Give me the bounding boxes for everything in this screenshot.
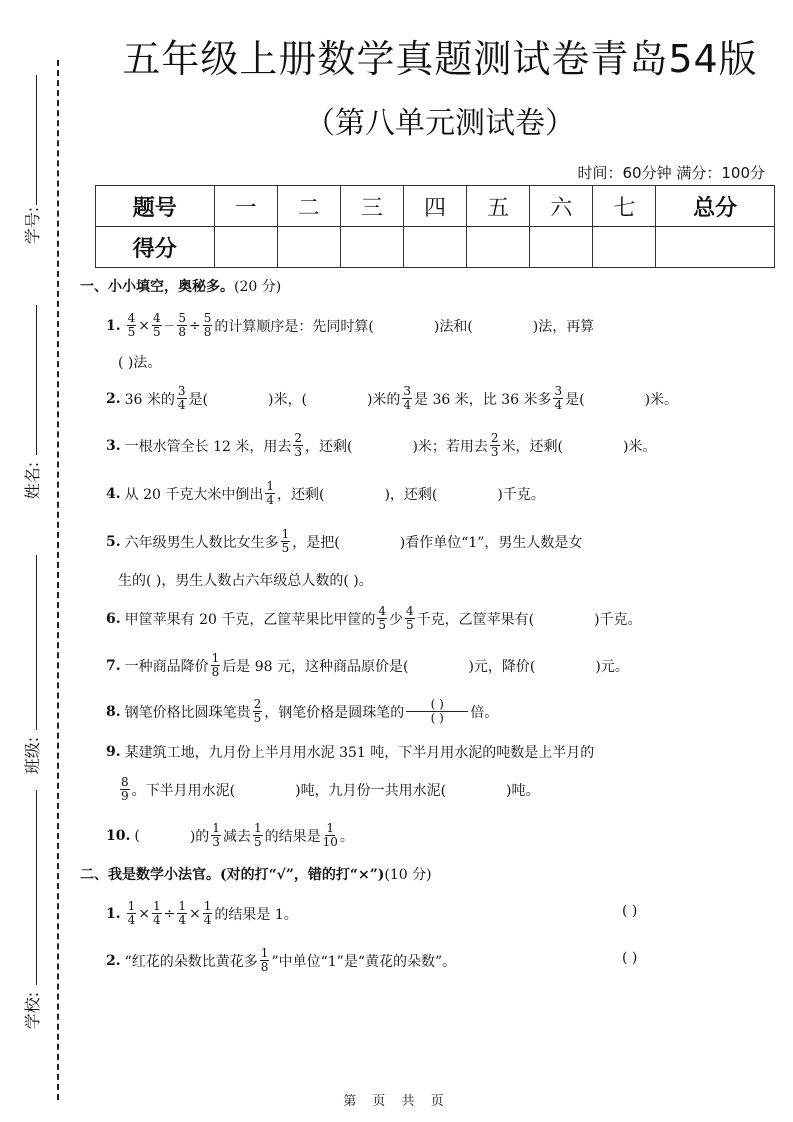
- fraction: $\frac{2}{5}$: [253, 697, 262, 725]
- fraction: $\frac{1}{4}$: [266, 479, 274, 507]
- score-cell[interactable]: [530, 227, 593, 268]
- judgement-answer-box[interactable]: ( ): [622, 950, 638, 966]
- cut-line: [57, 60, 59, 1100]
- fraction: $\frac{4}{5}$: [378, 604, 386, 632]
- question-1-2: 2. 36 米的 $\frac{3}{4}$ 是( )米，( )米的 $\frac{3}{4}$ 是 36 米，比 36 米多 $\frac{3}{4}$ 是( )米。: [106, 384, 679, 412]
- page-title: 五年级上册数学真题测试卷青岛54版: [122, 37, 758, 81]
- class-label: 班级:: [23, 736, 43, 774]
- fraction: $\frac{1}{8}$: [260, 946, 269, 974]
- minus-sign: −: [163, 317, 176, 334]
- page-subtitle: （第八单元测试卷）: [305, 106, 575, 141]
- divide-sign: ÷: [189, 317, 201, 334]
- fraction-blank[interactable]: $\frac{( )}{( )}$: [406, 698, 468, 725]
- student-id-label: 学号:: [23, 206, 43, 244]
- question-1-4: 4. 从 20 千克大米中倒出 $\frac{1}{4}$ ，还剩( )，还剩( )千克。: [106, 479, 545, 507]
- question-number: 4.: [106, 485, 121, 502]
- school-label: 学校:: [23, 991, 43, 1029]
- name-line[interactable]: [36, 305, 37, 455]
- question-1-8: 8. 钢笔价格比圆珠笔贵 $\frac{2}{5}$ ，钢笔价格是圆珠笔的 $\frac{( )}{( )}$ 倍。: [106, 697, 499, 725]
- score-cell[interactable]: [656, 227, 775, 268]
- score-header-cell: 六: [530, 186, 593, 227]
- question-text: )法和(: [433, 318, 473, 335]
- student-id-line[interactable]: [36, 75, 37, 205]
- section-2-heading: [80, 864, 432, 884]
- score-cell[interactable]: [467, 227, 530, 268]
- class-line[interactable]: [36, 555, 37, 730]
- fraction: $\frac{3}{4}$: [403, 384, 412, 412]
- fraction: $\frac{5}{8}$: [203, 311, 212, 339]
- score-header-cell: 四: [403, 186, 466, 227]
- question-text: )法，再算: [532, 318, 595, 335]
- score-header-cell: 一: [214, 186, 277, 227]
- score-cell[interactable]: [277, 227, 340, 268]
- question-number: 8.: [106, 703, 121, 720]
- fraction: $\frac{1}{5}$: [253, 821, 262, 849]
- fraction: $\frac{4}{5}$: [153, 311, 161, 339]
- score-header-cell: 题号: [96, 186, 215, 227]
- section-title: 二、我是数学小法官。(对的打“√”，错的打“×”): [80, 867, 385, 883]
- fraction: $\frac{1}{5}$: [281, 527, 290, 555]
- question-number: 5.: [106, 533, 121, 550]
- question-number: 9.: [106, 744, 121, 760]
- score-table-score-row: [96, 227, 775, 268]
- score-row-label: 得分: [96, 227, 215, 268]
- question-number: 3.: [106, 437, 121, 454]
- question-1-6: 6. 甲筐苹果有 20 千克，乙筐苹果比甲筐的 $\frac{4}{5}$ 少 $\frac{4}{5}$ 千克，乙筐苹果有( )千克。: [106, 604, 642, 632]
- fraction: $\frac{3}{4}$: [177, 384, 186, 412]
- fraction: $\frac{1}{4}$: [127, 899, 136, 927]
- question-number: 10.: [106, 827, 131, 844]
- section-points: (10 分): [384, 867, 432, 883]
- question-number: 7.: [106, 657, 121, 674]
- question-number: 2.: [106, 952, 121, 969]
- fraction: $\frac{1}{3}$: [212, 821, 220, 849]
- fraction: $\frac{1}{10}$: [322, 821, 338, 849]
- score-table: [95, 185, 775, 268]
- binding-margin: [0, 0, 70, 1122]
- score-cell[interactable]: [403, 227, 466, 268]
- question-1-5-line2[interactable]: 生的( )，男生人数占六年级总人数的( )。: [118, 573, 373, 589]
- times-sign: ×: [138, 317, 150, 334]
- score-header-cell: 三: [340, 186, 403, 227]
- fraction: $\frac{4}{5}$: [405, 604, 414, 632]
- score-header-cell: 七: [593, 186, 656, 227]
- score-header-cell: 二: [277, 186, 340, 227]
- fraction: $\frac{2}{3}$: [490, 431, 499, 459]
- score-cell[interactable]: [593, 227, 656, 268]
- exam-meta: 时间：60分钟 满分：100分: [577, 164, 765, 182]
- question-1-3: 3. 一根水管全长 12 米，用去 $\frac{2}{3}$ ，还剩( )米；若用去 $\frac{2}{3}$ 米，还剩( )米。: [106, 431, 657, 459]
- question-1-9-line2: $\frac{8}{9}$ 。下半月用水泥( )吨，九月份一共用水泥( )吨。: [121, 775, 540, 803]
- question-1-7: 7. 一种商品降价 $\frac{1}{8}$ 后是 98 元，这种商品原价是( )元，降价( )元。: [106, 651, 629, 679]
- page-footer: 第 页 共 页: [343, 1094, 450, 1109]
- fraction: $\frac{1}{4}$: [203, 899, 212, 927]
- score-header-cell: 五: [467, 186, 530, 227]
- question-number: 6.: [106, 610, 121, 627]
- judgement-answer-box[interactable]: ( ): [622, 903, 638, 919]
- score-cell[interactable]: [340, 227, 403, 268]
- question-2-2: 2. “红花的朵数比黄花多 $\frac{1}{8}$ ”中单位“1”是“黄花的朵数”。: [106, 946, 457, 974]
- fraction: $\frac{1}{4}$: [178, 899, 187, 927]
- score-cell[interactable]: [214, 227, 277, 268]
- fraction: $\frac{5}{8}$: [178, 311, 187, 339]
- question-2-1: 1. $\frac{1}{4}$ × $\frac{1}{4}$ ÷ $\frac{1}{4}$ × $\frac{1}{4}$ 的结果是 1。: [106, 899, 298, 927]
- school-line[interactable]: [36, 790, 37, 985]
- question-number: 1.: [106, 905, 121, 922]
- section-points: (20 分): [234, 279, 282, 295]
- question-1-10: 10. ( )的 $\frac{1}{3}$ 减去 $\frac{1}{5}$ 的结果是 $\frac{1}{10}$ 。: [106, 821, 354, 849]
- name-label: 姓名:: [23, 461, 43, 499]
- question-number: 2.: [106, 390, 121, 407]
- score-table-header-row: [96, 186, 775, 227]
- question-number: 1.: [106, 317, 121, 334]
- score-header-cell: 总分: [656, 186, 775, 227]
- fraction: $\frac{8}{9}$: [121, 775, 129, 803]
- section-title: 一、小小填空，奥秘多。: [80, 279, 234, 295]
- question-1-1-line2[interactable]: ( )法。: [118, 355, 162, 371]
- question-text: 的计算顺序是：先同时算(: [214, 318, 374, 335]
- fraction: $\frac{3}{4}$: [554, 384, 563, 412]
- question-1-5: 5. 六年级男生人数比女生多 $\frac{1}{5}$ ，是把( )看作单位“1”，男生人数是女: [106, 527, 583, 555]
- question-1-1: [106, 312, 594, 339]
- fraction: $\frac{2}{3}$: [294, 431, 302, 459]
- fraction: $\frac{1}{8}$: [211, 651, 220, 679]
- question-1-9: 9. 某建筑工地，九月份上半月用水泥 351 吨，下半月用水泥的吨数是上半月的: [106, 744, 595, 761]
- section-1-heading: [80, 276, 281, 296]
- fraction: $\frac{1}{4}$: [153, 899, 161, 927]
- fraction: $\frac{4}{5}$: [127, 311, 136, 339]
